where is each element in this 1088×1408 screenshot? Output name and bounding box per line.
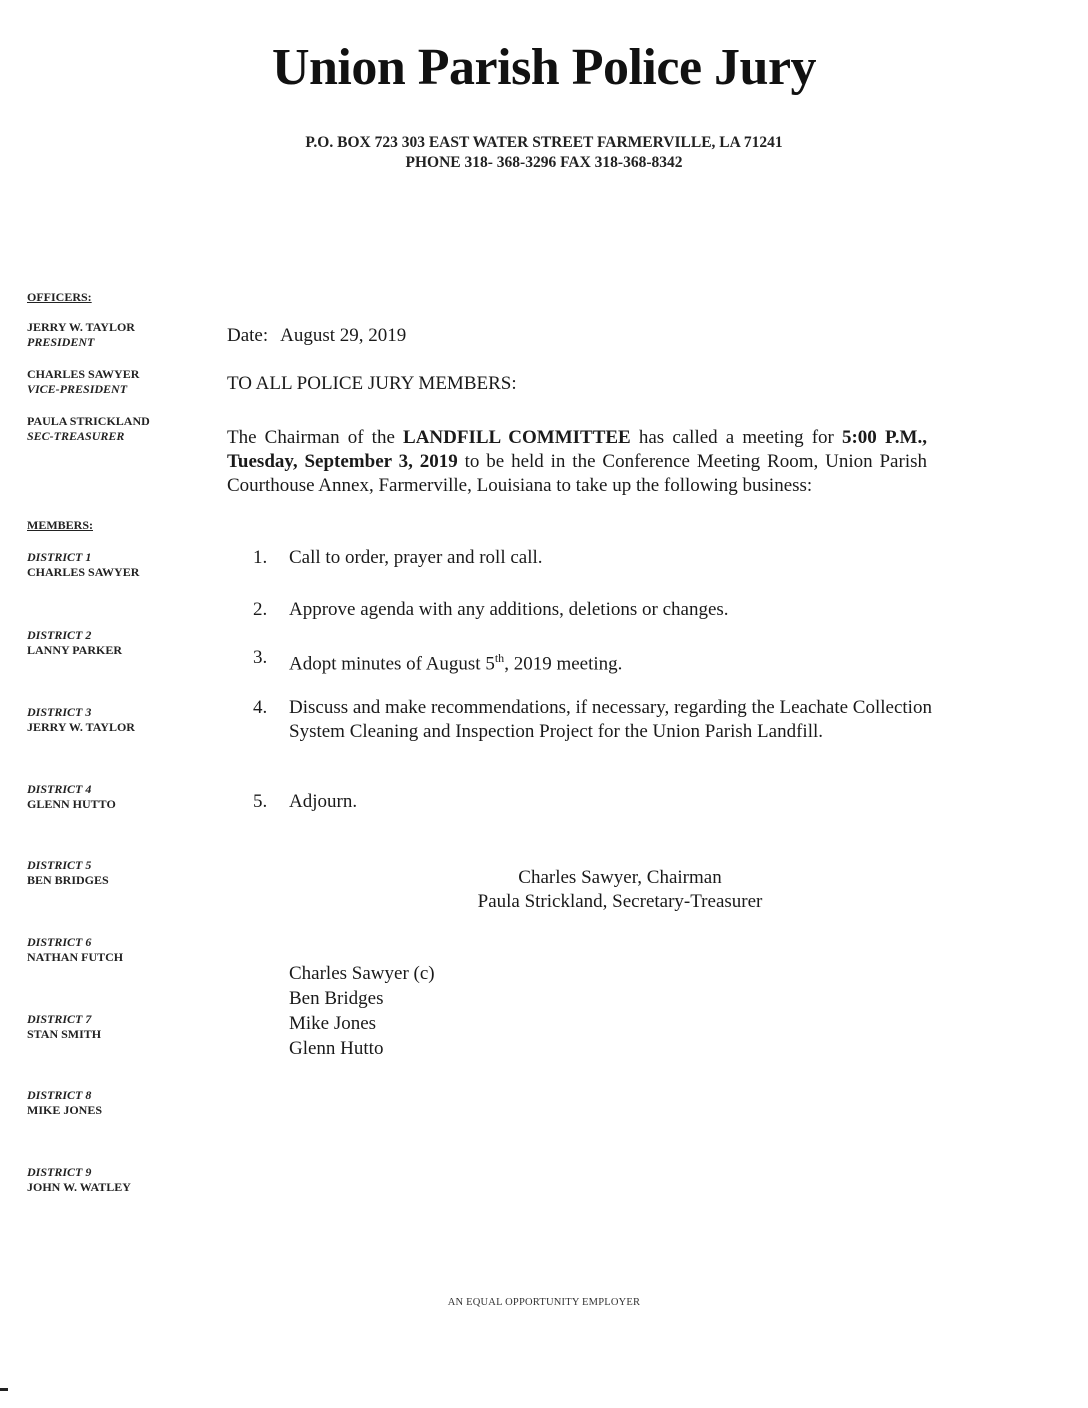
- member-district: DISTRICT 4: [27, 782, 92, 796]
- member-name: MIKE JONES: [27, 1103, 103, 1117]
- agenda-number: 5.: [253, 791, 268, 812]
- letterhead-address: [0, 133, 1088, 173]
- member-entry: [27, 858, 207, 888]
- officer-entry: [27, 367, 207, 397]
- member-name: STAN SMITH: [27, 1027, 102, 1041]
- date-label: Date:: [227, 325, 269, 346]
- member-entry: [27, 628, 207, 658]
- agenda-text: Discuss and make recommendations, if necessary, regarding the Leachate Collection System Cleaning and Inspection Project for the Union Parish Landfill.: [289, 697, 932, 742]
- member-district: DISTRICT 2: [27, 628, 92, 642]
- officer-title: PRESIDENT: [27, 335, 95, 349]
- member-district: DISTRICT 5: [27, 858, 92, 872]
- officer-entry: [27, 320, 207, 350]
- member-entry: [27, 1012, 207, 1042]
- member-district: DISTRICT 8: [27, 1088, 92, 1102]
- member-name: JERRY W. TAYLOR: [27, 720, 135, 734]
- meeting-notice: [227, 426, 927, 498]
- member-entry: [27, 550, 207, 580]
- letterhead-title: Union Parish Police Jury: [271, 39, 817, 96]
- member-district: DISTRICT 6: [27, 935, 92, 949]
- agenda-number: 4.: [253, 697, 268, 718]
- committee-name: LANDFILL COMMITTEE: [403, 427, 631, 448]
- member-district: DISTRICT 7: [27, 1012, 92, 1026]
- member-district: DISTRICT 3: [27, 705, 92, 719]
- agenda-number: 2.: [253, 599, 268, 620]
- officer-title: SEC-TREASURER: [27, 429, 125, 443]
- agenda-text: Call to order, prayer and roll call.: [289, 547, 543, 568]
- member-entry: [27, 1165, 207, 1195]
- member-entry: [27, 782, 207, 812]
- scan-artifact: [0, 1388, 8, 1391]
- agenda-item: [253, 598, 933, 622]
- member-name: GLENN HUTTO: [27, 797, 116, 811]
- officer-name: JERRY W. TAYLOR: [27, 320, 135, 334]
- member-name: LANNY PARKER: [27, 643, 122, 657]
- officer-entry: [27, 414, 207, 444]
- agenda-item: [253, 646, 933, 676]
- member-entry: [27, 705, 207, 735]
- secretary-signature: Paula Strickland, Secretary-Treasurer: [477, 891, 763, 912]
- agenda-text: Adjourn.: [289, 791, 358, 812]
- footer-eoe: AN EQUAL OPPORTUNITY EMPLOYER: [447, 1297, 641, 1308]
- agenda-text-part: Adopt minutes of August 5: [289, 653, 495, 675]
- officer-name: PAULA STRICKLAND: [27, 414, 150, 428]
- agenda-item: [253, 790, 933, 814]
- committee-member: Charles Sawyer (c): [289, 963, 435, 984]
- signature-block: [440, 866, 800, 914]
- committee-member: Ben Bridges: [289, 988, 384, 1009]
- agenda-item: [253, 696, 933, 744]
- notice-text: to be held in the Conference Meeting Room, Union Parish Courthouse Annex, Farmerville, Louisiana to take up the following business:: [227, 451, 927, 496]
- agenda-number: 1.: [253, 547, 268, 568]
- member-name: BEN BRIDGES: [27, 873, 109, 887]
- agenda-text: Approve agenda with any additions, deletions or changes.: [289, 599, 729, 620]
- address-line: P.O. BOX 723 303 EAST WATER STREET FARMERVILLE, LA 71241: [305, 134, 783, 151]
- committee-members-list: [289, 961, 435, 1061]
- agenda-number: 3.: [253, 647, 268, 668]
- member-name: JOHN W. WATLEY: [27, 1180, 131, 1194]
- members-heading: MEMBERS:: [27, 518, 93, 532]
- member-district: DISTRICT 9: [27, 1165, 92, 1179]
- notice-text: has called a meeting for: [630, 427, 842, 448]
- member-name: CHARLES SAWYER: [27, 565, 140, 579]
- date-line: [227, 324, 947, 348]
- agenda-text-part: , 2019 meeting.: [504, 653, 623, 675]
- committee-member: Glenn Hutto: [289, 1038, 384, 1059]
- salutation: TO ALL POLICE JURY MEMBERS:: [227, 373, 517, 394]
- phone-line: PHONE 318- 368-3296 FAX 318-368-8342: [405, 154, 683, 171]
- member-entry: [27, 935, 207, 965]
- committee-member: Mike Jones: [289, 1013, 377, 1034]
- member-name: NATHAN FUTCH: [27, 950, 124, 964]
- officers-heading: OFFICERS:: [27, 290, 92, 304]
- chairman-signature: Charles Sawyer, Chairman: [518, 867, 722, 888]
- notice-text: The Chairman of the: [227, 427, 404, 448]
- member-district: DISTRICT 1: [27, 550, 92, 564]
- member-entry: [27, 1088, 207, 1118]
- ordinal-suffix: th: [494, 651, 505, 665]
- agenda-text: [289, 646, 933, 676]
- agenda-item: [253, 546, 933, 570]
- date-value: August 29, 2019: [280, 325, 407, 346]
- officer-name: CHARLES SAWYER: [27, 367, 140, 381]
- meeting-time: 5:00 P.M., Tuesday, September 3, 2019: [227, 427, 927, 472]
- officer-title: VICE-PRESIDENT: [27, 382, 128, 396]
